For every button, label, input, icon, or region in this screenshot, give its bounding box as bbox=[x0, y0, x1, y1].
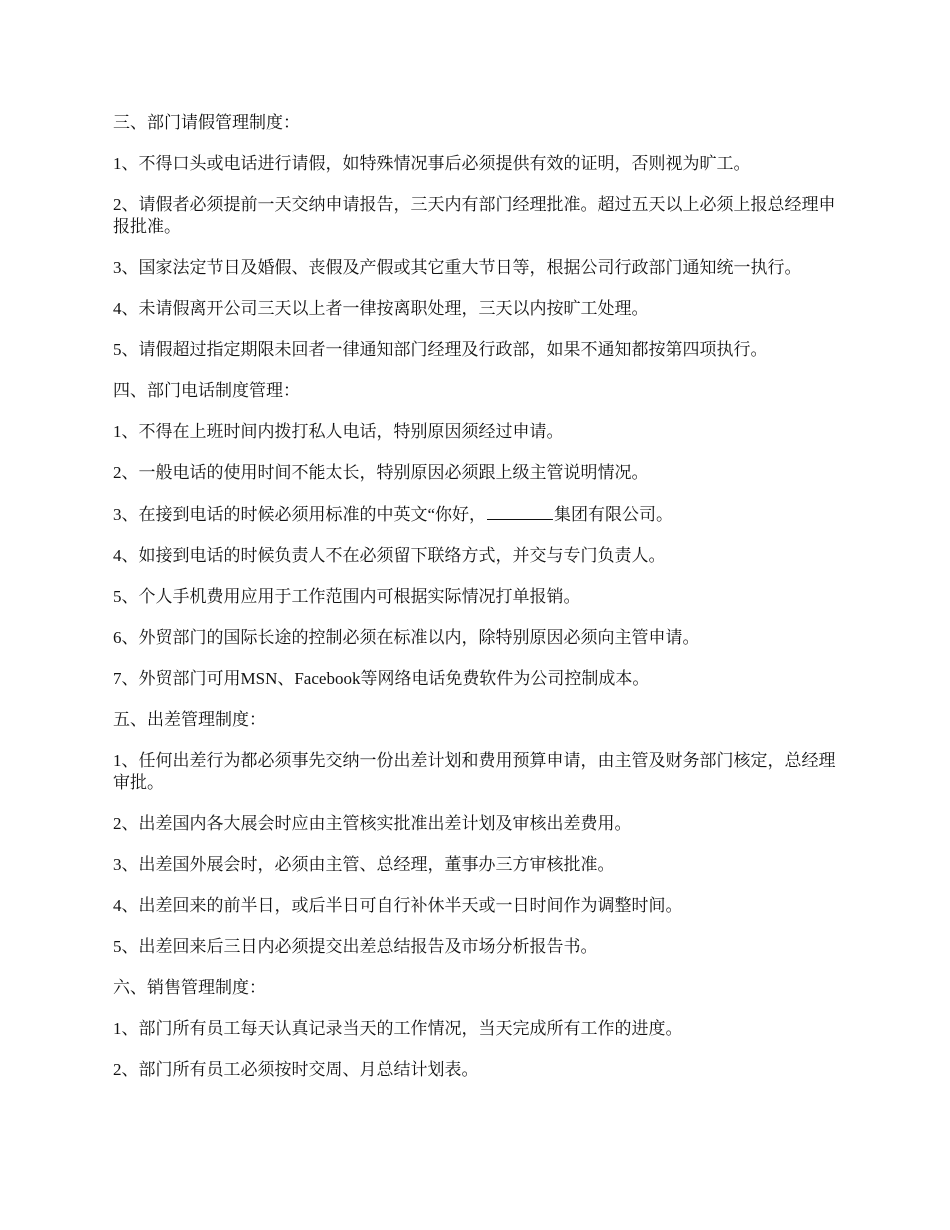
list-item: 7、外贸部门可用MSN、Facebook等网络电话免费软件为公司控制成本。 bbox=[113, 669, 650, 688]
list-item: 4、如接到电话的时候负责人不在必须留下联络方式，并交与专门负责人。 bbox=[113, 546, 666, 565]
list-item: 6、外贸部门的国际长途的控制必须在标准以内，除特别原因必须向主管申请。 bbox=[113, 628, 700, 647]
list-item: 2、请假者必须提前一天交纳申请报告，三天内有部门经理批准。超过五天以上必须上报总经理申报批准。 bbox=[113, 195, 836, 236]
list-item: 2、一般电话的使用时间不能太长，特别原因必须跟上级主管说明情况。 bbox=[113, 463, 649, 482]
list-item: 4、出差回来的前半日，或后半日可自行补休半天或一日时间作为调整时间。 bbox=[113, 896, 683, 915]
list-item: 2、出差国内各大展会时应由主管核实批准出差计划及审核出差费用。 bbox=[113, 814, 632, 833]
list-item-text-before: 3、在接到电话的时候必须用标准的中英文“你好， bbox=[113, 505, 487, 524]
section-heading: 六、销售管理制度： bbox=[113, 978, 266, 997]
document-body bbox=[113, 112, 843, 1100]
list-item: 1、不得在上班时间内拨打私人电话，特别原因须经过申请。 bbox=[113, 422, 564, 441]
section-heading: 三、部门请假管理制度： bbox=[113, 113, 300, 132]
list-item: 5、请假超过指定期限未回者一律通知部门经理及行政部，如果不通知都按第四项执行。 bbox=[113, 340, 768, 359]
list-item: 4、未请假离开公司三天以上者一律按离职处理，三天以内按旷工处理。 bbox=[113, 299, 649, 318]
section-heading: 四、部门电话制度管理： bbox=[113, 381, 300, 400]
list-item-text-after: 集团有限公司。 bbox=[554, 505, 674, 524]
list-item: 5、出差回来后三日内必须提交出差总结报告及市场分析报告书。 bbox=[113, 937, 598, 956]
fill-in-blank-line bbox=[487, 503, 553, 520]
list-item: 3、出差国外展会时，必须由主管、总经理，董事办三方审核批准。 bbox=[113, 855, 615, 874]
list-item-with-blank bbox=[113, 503, 843, 526]
section-heading: 五、出差管理制度： bbox=[113, 710, 266, 729]
list-item: 1、不得口头或电话进行请假，如特殊情况事后必须提供有效的证明，否则视为旷工。 bbox=[113, 154, 751, 173]
list-item: 3、国家法定节日及婚假、丧假及产假或其它重大节日等，根据公司行政部门通知统一执行。 bbox=[113, 258, 802, 277]
list-item: 1、部门所有员工每天认真记录当天的工作情况，当天完成所有工作的进度。 bbox=[113, 1019, 683, 1038]
list-item: 1、任何出差行为都必须事先交纳一份出差计划和费用预算申请，由主管及财务部门核定，总经理审批。 bbox=[113, 751, 836, 792]
list-item: 2、部门所有员工必须按时交周、月总结计划表。 bbox=[113, 1060, 479, 1079]
list-item: 5、个人手机费用应用于工作范围内可根据实际情况打单报销。 bbox=[113, 587, 581, 606]
